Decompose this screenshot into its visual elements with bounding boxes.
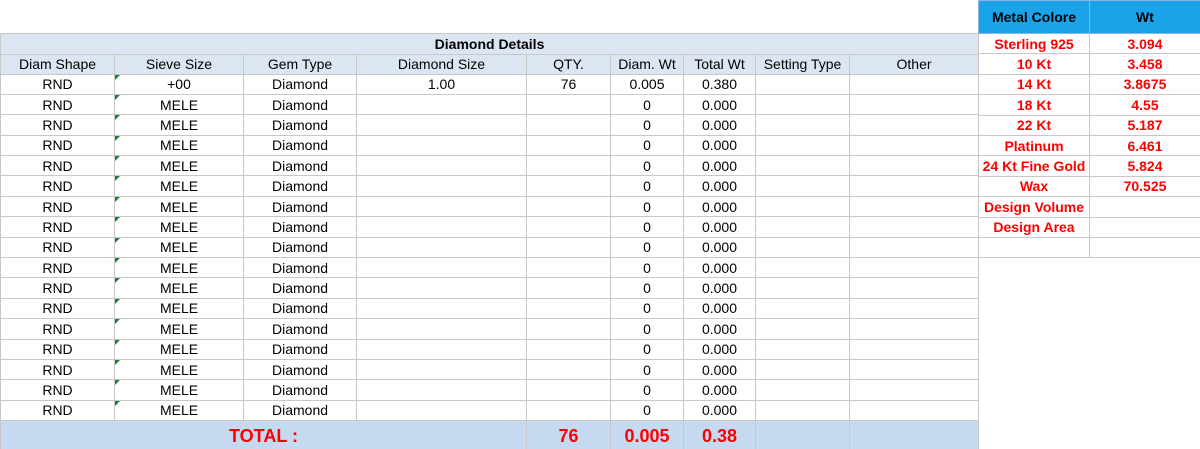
table-row	[1, 115, 979, 135]
cell-diamond-size[interactable]	[357, 319, 527, 339]
metal-weight-cell[interactable]	[1090, 237, 1200, 257]
header-sieve-size[interactable]: Sieve Size	[115, 54, 244, 74]
table-row	[1, 237, 979, 257]
cell-sieve-size[interactable]: MELE	[115, 319, 244, 339]
cell-diamond-size[interactable]	[357, 258, 527, 278]
cell-setting-type[interactable]	[756, 298, 850, 318]
table-row	[1, 298, 979, 318]
cell-total-wt[interactable]: 0.000	[684, 94, 756, 114]
cell-setting-type[interactable]	[756, 359, 850, 379]
metal-name-cell[interactable]: Design Volume	[979, 197, 1090, 217]
table-row	[1, 319, 979, 339]
cell-other[interactable]	[850, 278, 979, 298]
cell-diam-shape[interactable]: RND	[1, 319, 115, 339]
cell-setting-type[interactable]	[756, 258, 850, 278]
cell-diam-wt[interactable]: 0	[611, 400, 684, 420]
cell-total-wt[interactable]: 0.000	[684, 135, 756, 155]
cell-qty[interactable]	[527, 319, 611, 339]
cell-diam-wt[interactable]: 0.005	[611, 74, 684, 94]
cell-qty[interactable]	[527, 94, 611, 114]
header-diam-wt[interactable]: Diam. Wt	[611, 54, 684, 74]
cell-qty[interactable]	[527, 115, 611, 135]
cell-gem-type[interactable]: Diamond	[244, 400, 357, 420]
cell-qty[interactable]	[527, 339, 611, 359]
table-row	[1, 217, 979, 237]
table-title[interactable]: Diamond Details	[1, 33, 979, 54]
cell-gem-type[interactable]: Diamond	[244, 319, 357, 339]
cell-other[interactable]	[850, 339, 979, 359]
cell-diamond-size[interactable]	[357, 217, 527, 237]
metal-row	[979, 74, 1200, 94]
cell-diam-shape[interactable]: RND	[1, 94, 115, 114]
table-row	[1, 380, 979, 400]
cell-diam-shape[interactable]: RND	[1, 380, 115, 400]
cell-total-wt[interactable]: 0.000	[684, 217, 756, 237]
cell-total-wt[interactable]: 0.000	[684, 359, 756, 379]
cell-total-wt[interactable]: 0.000	[684, 319, 756, 339]
metal-name-cell[interactable]	[979, 237, 1090, 257]
metal-row	[979, 156, 1200, 176]
header-diam-shape[interactable]: Diam Shape	[1, 54, 115, 74]
metal-weight-cell[interactable]: 3.458	[1090, 54, 1200, 74]
cell-gem-type[interactable]: Diamond	[244, 339, 357, 359]
header-metal-colore[interactable]: Metal Colore	[979, 1, 1090, 34]
cell-diam-shape[interactable]: RND	[1, 217, 115, 237]
metal-weight-cell[interactable]: 5.824	[1090, 156, 1200, 176]
cell-sieve-size[interactable]: MELE	[115, 298, 244, 318]
cell-sieve-size[interactable]: MELE	[115, 400, 244, 420]
cell-gem-type[interactable]: Diamond	[244, 115, 357, 135]
cell-setting-type[interactable]	[756, 135, 850, 155]
cell-sieve-size[interactable]: MELE	[115, 115, 244, 135]
cell-diam-shape[interactable]: RND	[1, 359, 115, 379]
metal-weight-cell[interactable]: 4.55	[1090, 95, 1200, 115]
cell-qty[interactable]	[527, 196, 611, 216]
cell-diam-wt[interactable]: 0	[611, 115, 684, 135]
cell-qty[interactable]	[527, 237, 611, 257]
cell-diam-wt[interactable]: 0	[611, 359, 684, 379]
cell-diamond-size[interactable]	[357, 400, 527, 420]
cell-diam-shape[interactable]: RND	[1, 298, 115, 318]
cell-gem-type[interactable]: Diamond	[244, 196, 357, 216]
cell-setting-type[interactable]	[756, 380, 850, 400]
cell-diam-shape[interactable]: RND	[1, 135, 115, 155]
cell-gem-type[interactable]: Diamond	[244, 359, 357, 379]
metal-weight-cell[interactable]: 3.094	[1090, 34, 1200, 54]
cell-diamond-size[interactable]	[357, 298, 527, 318]
table-row	[1, 339, 979, 359]
cell-diam-wt[interactable]: 0	[611, 298, 684, 318]
cell-gem-type[interactable]: Diamond	[244, 217, 357, 237]
metal-name-cell[interactable]: 18 Kt	[979, 95, 1090, 115]
header-total-wt[interactable]: Total Wt	[684, 54, 756, 74]
cell-setting-type[interactable]	[756, 74, 850, 94]
cell-other[interactable]	[850, 196, 979, 216]
cell-other[interactable]	[850, 380, 979, 400]
blank-cell[interactable]	[1, 0, 979, 33]
cell-gem-type[interactable]: Diamond	[244, 176, 357, 196]
cell-sieve-size[interactable]: MELE	[115, 135, 244, 155]
cell-qty[interactable]	[527, 176, 611, 196]
cell-diam-wt[interactable]: 0	[611, 217, 684, 237]
metal-row	[979, 54, 1200, 74]
header-setting-type[interactable]: Setting Type	[756, 54, 850, 74]
cell-sieve-size[interactable]: MELE	[115, 94, 244, 114]
metal-row	[979, 115, 1200, 135]
cell-other[interactable]	[850, 400, 979, 420]
cell-total-wt[interactable]: 0.000	[684, 298, 756, 318]
metal-row	[979, 135, 1200, 155]
cell-setting-type[interactable]	[756, 319, 850, 339]
cell-qty[interactable]	[527, 359, 611, 379]
cell-setting-type[interactable]	[756, 400, 850, 420]
metal-name-cell[interactable]: 10 Kt	[979, 54, 1090, 74]
cell-total-wt[interactable]: 0.000	[684, 196, 756, 216]
total-diam-wt[interactable]: 0.005	[611, 421, 684, 449]
cell-sieve-size[interactable]: MELE	[115, 196, 244, 216]
total-other[interactable]	[850, 421, 979, 449]
cell-diam-shape[interactable]: RND	[1, 400, 115, 420]
cell-sieve-size[interactable]: MELE	[115, 258, 244, 278]
cell-other[interactable]	[850, 94, 979, 114]
cell-diamond-size[interactable]	[357, 156, 527, 176]
cell-diamond-size[interactable]	[357, 176, 527, 196]
table-row	[1, 359, 979, 379]
cell-setting-type[interactable]	[756, 339, 850, 359]
metal-weight-cell[interactable]: 6.461	[1090, 135, 1200, 155]
total-total-wt[interactable]: 0.38	[684, 421, 756, 449]
cell-diam-wt[interactable]: 0	[611, 156, 684, 176]
header-wt[interactable]: Wt	[1090, 1, 1200, 34]
cell-total-wt[interactable]: 0.000	[684, 237, 756, 257]
cell-setting-type[interactable]	[756, 115, 850, 135]
cell-other[interactable]	[850, 135, 979, 155]
metal-name-cell[interactable]: Design Area	[979, 217, 1090, 237]
metal-weight-cell[interactable]: 70.525	[1090, 176, 1200, 196]
table-row	[1, 258, 979, 278]
cell-other[interactable]	[850, 258, 979, 278]
metal-weight-cell[interactable]	[1090, 197, 1200, 217]
table-row	[1, 400, 979, 420]
metal-weight-cell[interactable]	[1090, 217, 1200, 237]
table-row	[1, 176, 979, 196]
total-row	[1, 421, 979, 449]
cell-diam-wt[interactable]: 0	[611, 319, 684, 339]
cell-diam-wt[interactable]: 0	[611, 380, 684, 400]
cell-diam-wt[interactable]: 0	[611, 258, 684, 278]
cell-sieve-size[interactable]: MELE	[115, 339, 244, 359]
cell-diam-wt[interactable]: 0	[611, 176, 684, 196]
metal-header-row	[979, 1, 1200, 34]
title-row	[1, 33, 979, 54]
metal-weight-cell[interactable]: 3.8675	[1090, 74, 1200, 94]
cell-diam-wt[interactable]: 0	[611, 278, 684, 298]
header-other[interactable]: Other	[850, 54, 979, 74]
cell-diamond-size[interactable]: 1.00	[357, 74, 527, 94]
cell-diam-shape[interactable]: RND	[1, 156, 115, 176]
cell-sieve-size[interactable]: MELE	[115, 380, 244, 400]
cell-diam-shape[interactable]: RND	[1, 278, 115, 298]
table-row	[1, 135, 979, 155]
total-qty[interactable]: 76	[527, 421, 611, 449]
metal-name-cell[interactable]: Wax	[979, 176, 1090, 196]
metal-name-cell[interactable]: Sterling 925	[979, 34, 1090, 54]
cell-qty[interactable]	[527, 135, 611, 155]
cell-diam-wt[interactable]: 0	[611, 196, 684, 216]
cell-total-wt[interactable]: 0.000	[684, 400, 756, 420]
header-diamond-size[interactable]: Diamond Size	[357, 54, 527, 74]
cell-diamond-size[interactable]	[357, 94, 527, 114]
cell-gem-type[interactable]: Diamond	[244, 380, 357, 400]
cell-sieve-size[interactable]: MELE	[115, 237, 244, 257]
cell-gem-type[interactable]: Diamond	[244, 258, 357, 278]
cell-qty[interactable]	[527, 217, 611, 237]
cell-diamond-size[interactable]	[357, 115, 527, 135]
cell-diamond-size[interactable]	[357, 196, 527, 216]
cell-gem-type[interactable]: Diamond	[244, 156, 357, 176]
metal-row	[979, 197, 1200, 217]
cell-total-wt[interactable]: 0.380	[684, 74, 756, 94]
cell-total-wt[interactable]: 0.000	[684, 115, 756, 135]
cell-gem-type[interactable]: Diamond	[244, 94, 357, 114]
header-qty[interactable]: QTY.	[527, 54, 611, 74]
metal-name-cell[interactable]: 14 Kt	[979, 74, 1090, 94]
cell-sieve-size[interactable]: MELE	[115, 359, 244, 379]
metal-row	[979, 95, 1200, 115]
cell-gem-type[interactable]: Diamond	[244, 298, 357, 318]
table-row	[1, 74, 979, 94]
cell-setting-type[interactable]	[756, 94, 850, 114]
cell-qty[interactable]	[527, 298, 611, 318]
cell-diamond-size[interactable]	[357, 237, 527, 257]
cell-sieve-size[interactable]: MELE	[115, 156, 244, 176]
cell-diamond-size[interactable]	[357, 380, 527, 400]
metal-row	[979, 217, 1200, 237]
cell-setting-type[interactable]	[756, 176, 850, 196]
cell-diamond-size[interactable]	[357, 359, 527, 379]
table-row	[1, 278, 979, 298]
header-row	[1, 54, 979, 74]
cell-qty[interactable]	[527, 278, 611, 298]
metal-weight-cell[interactable]: 5.187	[1090, 115, 1200, 135]
cell-setting-type[interactable]	[756, 237, 850, 257]
cell-total-wt[interactable]: 0.000	[684, 339, 756, 359]
cell-setting-type[interactable]	[756, 196, 850, 216]
cell-diam-shape[interactable]: RND	[1, 196, 115, 216]
cell-sieve-size[interactable]: +00	[115, 74, 244, 94]
cell-other[interactable]	[850, 217, 979, 237]
cell-qty[interactable]	[527, 380, 611, 400]
cell-qty[interactable]: 76	[527, 74, 611, 94]
table-row	[1, 156, 979, 176]
cell-other[interactable]	[850, 319, 979, 339]
table-row	[1, 196, 979, 216]
cell-qty[interactable]	[527, 156, 611, 176]
cell-diam-wt[interactable]: 0	[611, 339, 684, 359]
cell-diam-shape[interactable]: RND	[1, 115, 115, 135]
cell-total-wt[interactable]: 0.000	[684, 258, 756, 278]
cell-setting-type[interactable]	[756, 278, 850, 298]
cell-other[interactable]	[850, 156, 979, 176]
total-setting-type[interactable]	[756, 421, 850, 449]
cell-other[interactable]	[850, 74, 979, 94]
total-label[interactable]: TOTAL :	[1, 421, 527, 449]
cell-diam-shape[interactable]: RND	[1, 176, 115, 196]
cell-gem-type[interactable]: Diamond	[244, 278, 357, 298]
metal-name-cell[interactable]: 22 Kt	[979, 115, 1090, 135]
metal-name-cell[interactable]: 24 Kt Fine Gold	[979, 156, 1090, 176]
metal-weight-table	[978, 0, 1200, 258]
cell-other[interactable]	[850, 359, 979, 379]
cell-other[interactable]	[850, 115, 979, 135]
table-row	[1, 94, 979, 114]
blank-row	[1, 0, 979, 33]
cell-other[interactable]	[850, 176, 979, 196]
cell-sieve-size[interactable]: MELE	[115, 278, 244, 298]
cell-diam-shape[interactable]: RND	[1, 74, 115, 94]
cell-diamond-size[interactable]	[357, 278, 527, 298]
cell-diamond-size[interactable]	[357, 135, 527, 155]
cell-diam-wt[interactable]: 0	[611, 94, 684, 114]
cell-sieve-size[interactable]: MELE	[115, 176, 244, 196]
cell-gem-type[interactable]: Diamond	[244, 237, 357, 257]
cell-diam-wt[interactable]: 0	[611, 135, 684, 155]
cell-setting-type[interactable]	[756, 156, 850, 176]
cell-qty[interactable]	[527, 258, 611, 278]
cell-sieve-size[interactable]: MELE	[115, 217, 244, 237]
metal-row	[979, 34, 1200, 54]
cell-gem-type[interactable]: Diamond	[244, 74, 357, 94]
cell-total-wt[interactable]: 0.000	[684, 278, 756, 298]
metal-row	[979, 237, 1200, 257]
cell-other[interactable]	[850, 298, 979, 318]
cell-total-wt[interactable]: 0.000	[684, 176, 756, 196]
cell-total-wt[interactable]: 0.000	[684, 380, 756, 400]
cell-diam-shape[interactable]: RND	[1, 258, 115, 278]
cell-setting-type[interactable]	[756, 217, 850, 237]
metal-name-cell[interactable]: Platinum	[979, 135, 1090, 155]
cell-gem-type[interactable]: Diamond	[244, 135, 357, 155]
cell-diam-shape[interactable]: RND	[1, 339, 115, 359]
metal-row	[979, 176, 1200, 196]
cell-other[interactable]	[850, 237, 979, 257]
cell-diamond-size[interactable]	[357, 339, 527, 359]
cell-diam-wt[interactable]: 0	[611, 237, 684, 257]
cell-qty[interactable]	[527, 400, 611, 420]
cell-total-wt[interactable]: 0.000	[684, 156, 756, 176]
cell-diam-shape[interactable]: RND	[1, 237, 115, 257]
header-gem-type[interactable]: Gem Type	[244, 54, 357, 74]
